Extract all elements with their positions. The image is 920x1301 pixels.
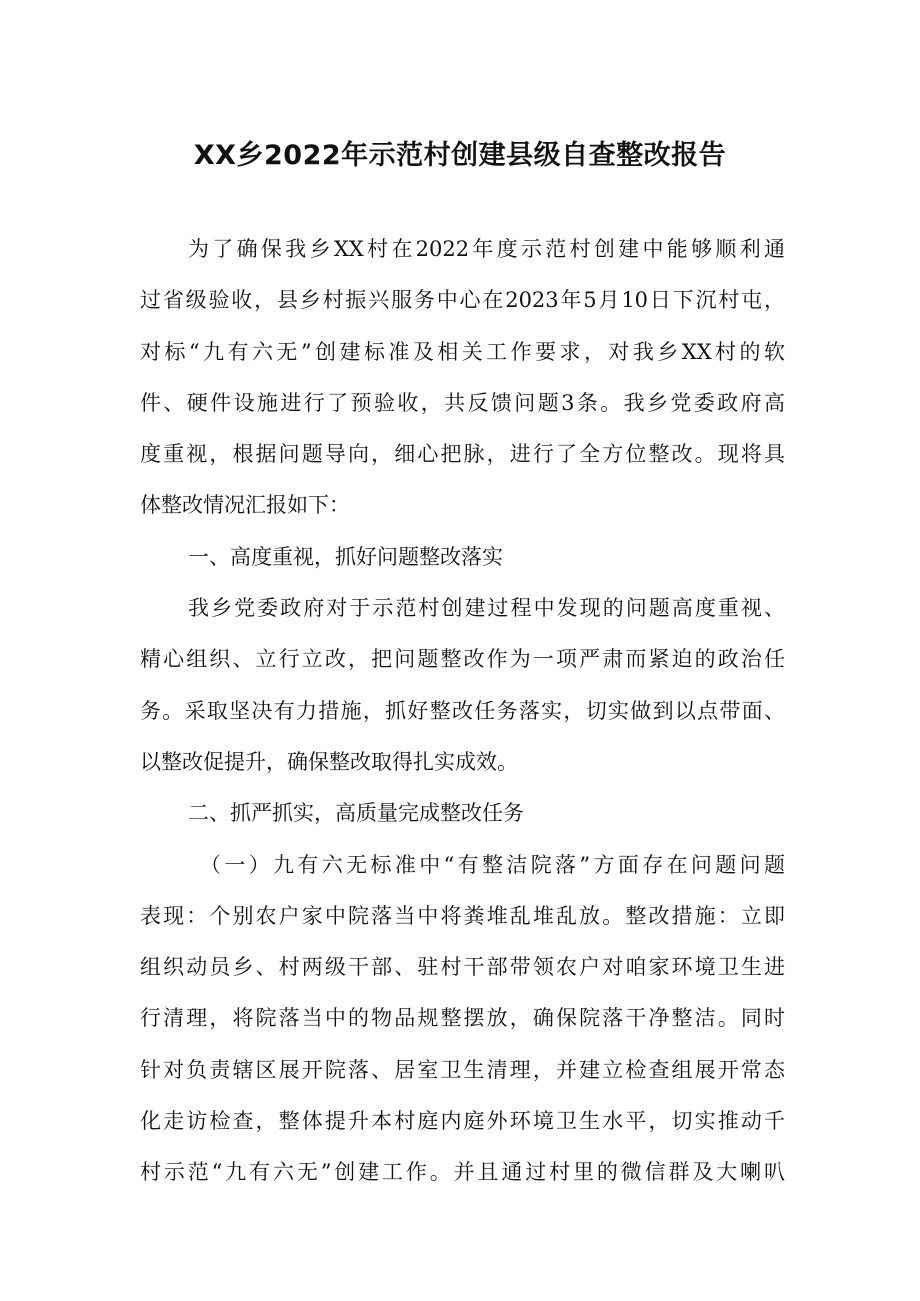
- paragraph-line: 件、硬件设施进行了预验收，共反馈问题3条。我乡党委政府高: [140, 390, 785, 415]
- subsection-line: （一）九有六无标准中“有整洁院落”方面存在问题问题: [200, 852, 785, 877]
- paragraph-line: 对标“九有六无”创建标准及相关工作要求，对我乡XX村的软: [140, 339, 785, 364]
- paragraph-line: 行清理，将院落当中的物品规整摆放，确保院落干净整洁。同时: [140, 1006, 785, 1031]
- paragraph-line: 精心组织、立行立改，把问题整改作为一项严肃而紧迫的政治任: [140, 647, 785, 672]
- paragraph-line: 化走访检查，整体提升本村庭内庭外环境卫生水平，切实推动千: [140, 1109, 785, 1134]
- section-heading: 二、抓严抓实，高质量完成整改任务: [188, 801, 524, 826]
- section-heading: 一、高度重视，抓好问题整改落实: [188, 544, 503, 569]
- paragraph-line: 组织动员乡、村两级干部、驻村干部带领农户对咱家环境卫生进: [140, 955, 785, 980]
- paragraph-line: 我乡党委政府对于示范村创建过程中发现的问题高度重视、: [188, 596, 785, 621]
- paragraph-line: 务。采取坚决有力措施，抓好整改任务落实，切实做到以点带面、: [140, 698, 785, 723]
- paragraph-line: 村示范“九有六无”创建工作。并且通过村里的微信群及大喇叭: [140, 1160, 785, 1185]
- paragraph-line: 为了确保我乡XX村在2022年度示范村创建中能够顺利通: [188, 237, 785, 261]
- document-body: [140, 227, 785, 1202]
- paragraph-line: 以整改促提升，确保整改取得扎实成效。: [140, 749, 518, 774]
- paragraph-line: 针对负责辖区展开院落、居室卫生清理，并建立检查组展开常态: [140, 1057, 785, 1082]
- paragraph-line: 体整改情况汇报如下：: [140, 493, 350, 518]
- paragraph-line: 过省级验收，县乡村振兴服务中心在2023年5月10日下沉村屯，: [140, 288, 785, 313]
- paragraph-line: 度重视，根据问题导向，细心把脉，进行了全方位整改。现将具: [140, 442, 785, 467]
- document-title: XX乡2022年示范村创建县级自查整改报告: [193, 140, 727, 171]
- paragraph-line: 表现：个别农户家中院落当中将粪堆乱堆乱放。整改措施：立即: [140, 903, 785, 928]
